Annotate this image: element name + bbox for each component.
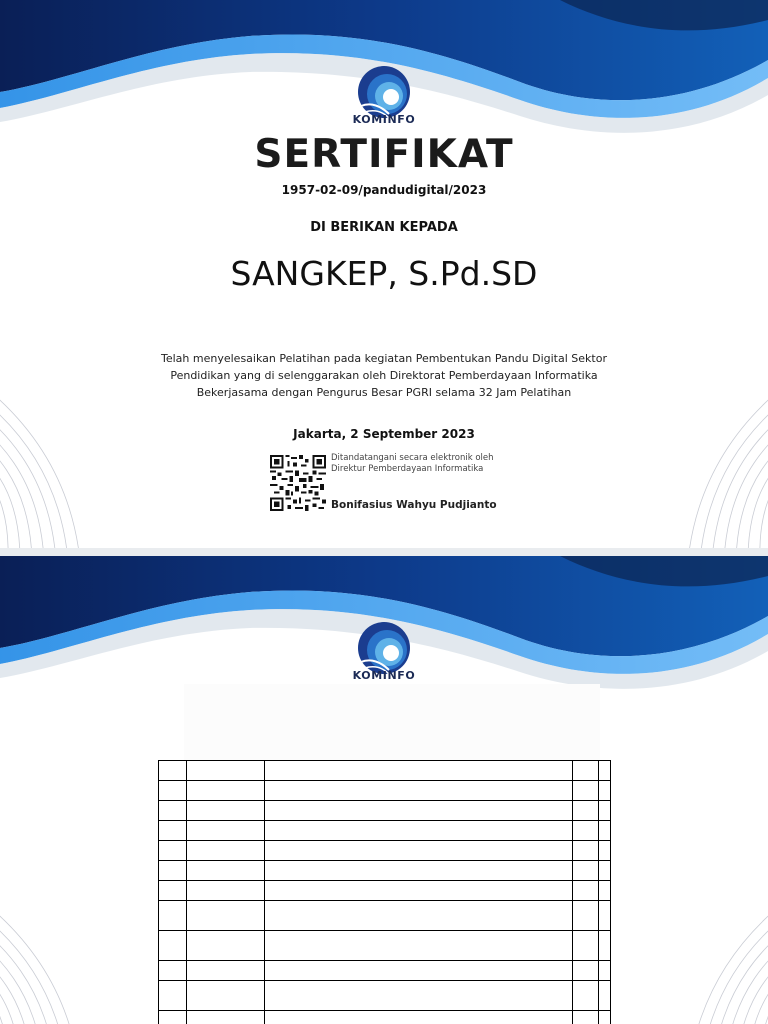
table-cell bbox=[265, 761, 573, 781]
table-cell bbox=[187, 821, 265, 841]
table-cell bbox=[573, 821, 599, 841]
table-row bbox=[159, 841, 611, 861]
certificate-description bbox=[0, 350, 768, 401]
table-cell bbox=[265, 1011, 573, 1024]
place-date: Jakarta, 2 September 2023 bbox=[293, 427, 475, 441]
table-cell bbox=[573, 861, 599, 881]
certificate-number: 1957-02-09/pandudigital/2023 bbox=[281, 183, 487, 197]
table-cell bbox=[187, 761, 265, 781]
table-cell bbox=[573, 801, 599, 821]
table-cell bbox=[187, 981, 265, 1011]
table-cell bbox=[187, 861, 265, 881]
table-row bbox=[159, 931, 611, 961]
left-line-decoration bbox=[0, 856, 150, 1024]
table-cell bbox=[187, 1011, 265, 1024]
table-cell bbox=[159, 901, 187, 931]
table-cell bbox=[159, 801, 187, 821]
table-cell bbox=[599, 781, 611, 801]
table-cell bbox=[599, 841, 611, 861]
signer-name: Bonifasius Wahyu Pudjianto bbox=[331, 499, 497, 511]
table-row bbox=[159, 781, 611, 801]
recipient-name: SANGKEP, S.Pd.SD bbox=[230, 254, 538, 293]
table-cell bbox=[159, 821, 187, 841]
table-cell bbox=[265, 901, 573, 931]
table-cell bbox=[599, 801, 611, 821]
right-line-decoration bbox=[618, 856, 768, 1024]
table-cell bbox=[599, 901, 611, 931]
table-cell bbox=[265, 821, 573, 841]
table-cell bbox=[573, 841, 599, 861]
signature-note-line: Ditandatangani secara elektronik oleh bbox=[331, 453, 494, 463]
table-cell bbox=[599, 861, 611, 881]
table-cell bbox=[159, 981, 187, 1011]
table-cell bbox=[187, 901, 265, 931]
table-cell bbox=[573, 761, 599, 781]
table-cell bbox=[599, 821, 611, 841]
table-cell bbox=[573, 931, 599, 961]
table-cell bbox=[187, 801, 265, 821]
table-cell bbox=[573, 781, 599, 801]
table-cell bbox=[187, 781, 265, 801]
table-cell bbox=[265, 861, 573, 881]
table-row bbox=[159, 861, 611, 881]
attachment-page bbox=[0, 556, 768, 1024]
certificate-title: SERTIFIKAT bbox=[254, 132, 514, 177]
table-cell bbox=[159, 781, 187, 801]
table-cell bbox=[573, 961, 599, 981]
table-cell bbox=[573, 1011, 599, 1024]
table-cell bbox=[187, 961, 265, 981]
table-cell bbox=[265, 881, 573, 901]
table-cell bbox=[599, 961, 611, 981]
table-cell bbox=[187, 931, 265, 961]
logo-text: KOMINFO bbox=[352, 113, 416, 126]
training-table bbox=[158, 760, 611, 1024]
table-cell bbox=[159, 881, 187, 901]
table-cell bbox=[159, 841, 187, 861]
table-cell bbox=[159, 931, 187, 961]
table-cell bbox=[599, 981, 611, 1011]
table-cell bbox=[573, 901, 599, 931]
table-row bbox=[159, 801, 611, 821]
table-cell bbox=[159, 861, 187, 881]
table-cell bbox=[265, 801, 573, 821]
table-cell bbox=[599, 1011, 611, 1024]
table-cell bbox=[265, 781, 573, 801]
table-cell bbox=[159, 961, 187, 981]
table-row bbox=[159, 881, 611, 901]
table-cell bbox=[599, 761, 611, 781]
table-cell bbox=[159, 1011, 187, 1024]
signature-note-line: Direktur Pemberdayaan Informatika bbox=[331, 464, 484, 474]
table-cell bbox=[265, 931, 573, 961]
description-line: Telah menyelesaikan Pelatihan pada kegiatan Pembentukan Pandu Digital Sektor bbox=[161, 352, 607, 365]
description-line: Pendidikan yang di selenggarakan oleh Direktorat Pemberdayaan Informatika bbox=[170, 369, 598, 382]
table-cell bbox=[265, 841, 573, 861]
table-row bbox=[159, 1011, 611, 1024]
table-cell bbox=[159, 761, 187, 781]
table-row bbox=[159, 961, 611, 981]
table-cell bbox=[573, 981, 599, 1011]
logo-text: KOMINFO bbox=[352, 669, 416, 682]
table-row bbox=[159, 901, 611, 931]
table-cell bbox=[187, 881, 265, 901]
signature-note bbox=[331, 453, 531, 475]
table-cell bbox=[187, 841, 265, 861]
table-row bbox=[159, 761, 611, 781]
given-to-label: DI BERIKAN KEPADA bbox=[310, 220, 458, 235]
table-row bbox=[159, 821, 611, 841]
description-line: Bekerjasama dengan Pengurus Besar PGRI selama 32 Jam Pelatihan bbox=[196, 386, 572, 399]
table-cell bbox=[599, 881, 611, 901]
page-separator bbox=[0, 548, 768, 556]
qr-code-icon bbox=[270, 455, 326, 511]
table-row bbox=[159, 981, 611, 1011]
table-cell bbox=[265, 981, 573, 1011]
table-cell bbox=[265, 961, 573, 981]
table-cell bbox=[599, 931, 611, 961]
table-cell bbox=[573, 881, 599, 901]
